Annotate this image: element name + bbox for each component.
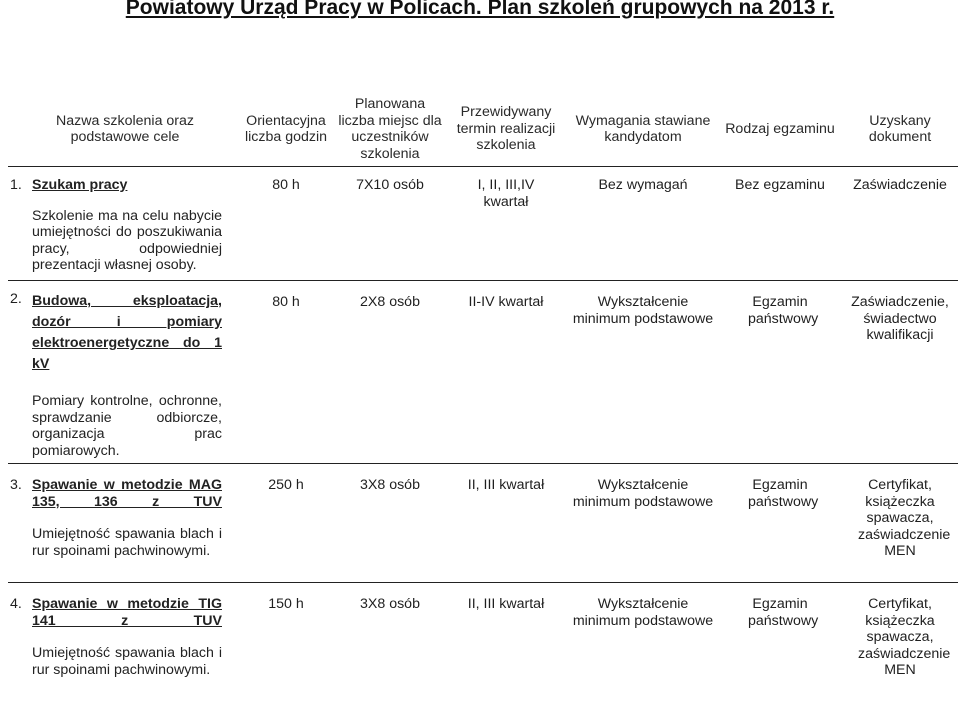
requirements-cell: Wykształcenie minimum podstawowe xyxy=(572,596,714,629)
places-cell: 2X8 osób xyxy=(360,294,420,310)
course-name: Spawanie w metodzie TIG 141 z TUV xyxy=(32,596,222,629)
course-name-cell xyxy=(8,167,236,281)
requirements-cell: Wykształcenie minimum podstawowe xyxy=(572,294,714,327)
row-number: 1. xyxy=(10,177,22,193)
term-cell: II, III kwartał xyxy=(467,477,545,493)
term-cell: I, II, III,IV kwartał xyxy=(477,177,535,210)
header-places: Planowana liczba miejsc dla uczestników szkolenia xyxy=(338,96,442,162)
places-cell: 3X8 osób xyxy=(360,596,420,612)
document-cell: Zaświadczenie xyxy=(853,177,947,193)
exam-cell: Egzamin państwowy xyxy=(748,477,819,510)
course-description: Umiejętność spawania blach i rur spoinami pachwinowymi. xyxy=(32,526,222,559)
hours-cell: 80 h xyxy=(272,177,300,193)
course-description: Pomiary kontrolne, ochronne, sprawdzanie odbiorcze, organizacja prac pomiarowych. xyxy=(32,393,222,459)
header-row xyxy=(8,92,958,167)
header-requirements: Wymagania stawiane kandydatom xyxy=(575,112,711,145)
exam-cell: Bez egzaminu xyxy=(735,177,825,193)
table-row xyxy=(8,167,958,281)
term-cell: II-IV kwartał xyxy=(468,294,544,310)
table-row xyxy=(8,464,958,583)
header-hours: Orientacyjna liczba godzin xyxy=(244,112,328,145)
row-number: 4. xyxy=(10,596,22,612)
places-cell: 3X8 osób xyxy=(360,477,420,493)
header-document: Uzyskany dokument xyxy=(868,112,932,145)
places-cell: 7X10 osób xyxy=(356,177,424,193)
course-name-cell xyxy=(8,464,236,583)
page-title: Powiatowy Urząd Pracy w Policach. Plan szkoleń grupowych na 2013 r. xyxy=(125,0,835,19)
course-name-cell xyxy=(8,281,236,464)
term-cell: II, III kwartał xyxy=(467,596,545,612)
exam-cell: Egzamin państwowy xyxy=(748,294,819,327)
requirements-cell: Bez wymagań xyxy=(598,177,688,193)
table-row xyxy=(8,583,958,701)
header-name: Nazwa szkolenia oraz podstawowe cele xyxy=(56,112,194,145)
table-row xyxy=(8,281,958,464)
training-plan-table xyxy=(8,92,958,701)
course-name: Spawanie w metodzie MAG 135, 136 z TUV xyxy=(32,477,222,510)
course-name: Budowa, eksploatacja, dozór i pomiary elektroenergetyczne do 1 kV xyxy=(32,293,222,372)
row-number: 3. xyxy=(10,477,22,493)
hours-cell: 250 h xyxy=(268,477,304,493)
requirements-cell: Wykształcenie minimum podstawowe xyxy=(572,477,714,510)
row-number: 2. xyxy=(10,291,22,307)
document-cell: Certyfikat, książeczka spawacza, zaświadczenie MEN xyxy=(858,477,951,559)
hours-cell: 80 h xyxy=(272,294,300,310)
document-cell: Certyfikat, książeczka spawacza, zaświadczenie MEN xyxy=(858,596,951,678)
header-exam: Rodzaj egzaminu xyxy=(725,120,835,137)
course-description: Umiejętność spawania blach i rur spoinami pachwinowymi. xyxy=(32,645,222,678)
header-term: Przewidywany termin realizacji szkolenia xyxy=(456,104,556,154)
document-cell: Zaświadczenie, świadectwo kwalifikacji xyxy=(851,294,949,343)
exam-cell: Egzamin państwowy xyxy=(748,596,819,629)
course-name: Szukam pracy xyxy=(32,177,128,193)
hours-cell: 150 h xyxy=(268,596,304,612)
course-name-cell xyxy=(8,583,236,701)
course-description: Szkolenie ma na celu nabycie umiejętności do poszukiwania pracy, odpowiedniej prezentacji własnej osoby. xyxy=(32,207,222,273)
